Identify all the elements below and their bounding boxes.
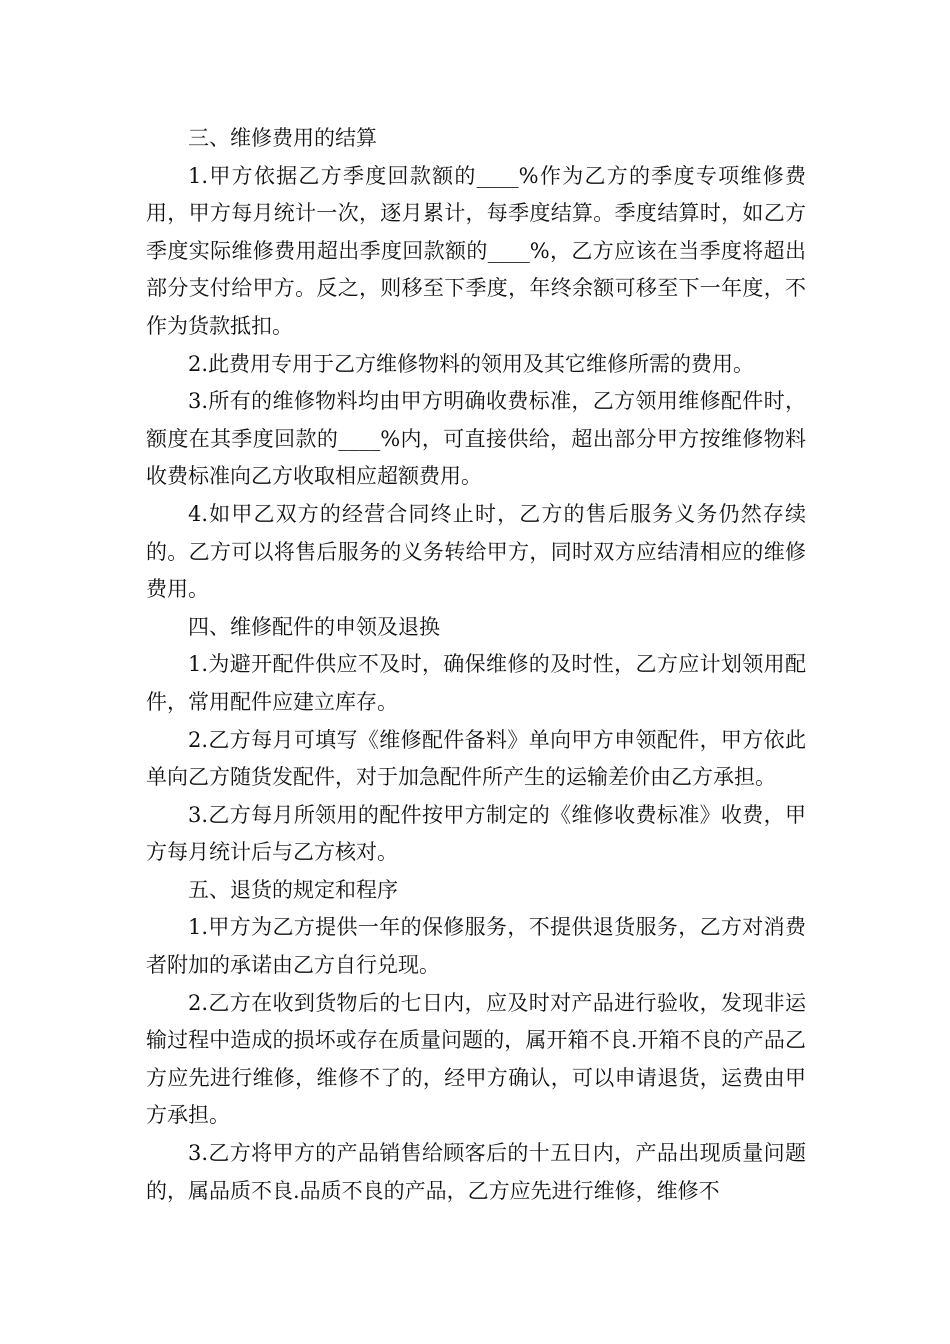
- paragraph: 1.为避开配件供应不及时，确保维修的及时性，乙方应计划领用配件，常用配件应建立库存。: [146, 652, 806, 714]
- section-heading-returns: 五、退货的规定和程序: [188, 877, 398, 902]
- section-heading-settlement: 三、维修费用的结算: [188, 126, 377, 150]
- paragraph: 3.乙方每月所领用的配件按甲方制定的《维修收费标准》收费，甲方每月统计后与乙方核对。: [146, 802, 806, 865]
- paragraph: 1.甲方依据乙方季度回款额的____%作为乙方的季度专项维修费用，甲方每月统计一次，逐月累计，每季度结算。季度结算时，如乙方季度实际维修费用超出季度回款额的____%，乙方应该在当季度将超出部分支付给甲方。反之，则移至下季度，年终余额可移至下一年度，不作为货款抵扣。: [146, 163, 806, 338]
- paragraph: 2.此费用专用于乙方维修物料的领用及其它维修所需的费用。: [188, 351, 755, 376]
- paragraph: 2.乙方每月可填写《维修配件备料》单向甲方申领配件，甲方依此单向乙方随货发配件，对于加急配件所产生的运输差价由乙方承担。: [146, 727, 806, 790]
- paragraph: 3.乙方将甲方的产品销售给顾客后的十五日内，产品出现质量问题的，属品质不良.品质不良的产品，乙方应先进行维修，维修不: [146, 1141, 806, 1203]
- paragraph: 2.乙方在收到货物后的七日内，应及时对产品进行验收，发现非运输过程中造成的损坏或存在质量问题的，属开箱不良.开箱不良的产品乙方应先进行维修，维修不了的，经甲方确认，可以申请退货，运费由甲方承担。: [146, 990, 806, 1128]
- section-heading-parts: 四、维修配件的申领及退换: [188, 614, 440, 639]
- document-body: [146, 120, 806, 1210]
- paragraph: 4.如甲乙双方的经营合同终止时，乙方的售后服务义务仍然存续的。乙方可以将售后服务的义务转给甲方，同时双方应结清相应的维修费用。: [146, 501, 806, 602]
- paragraph: 1.甲方为乙方提供一年的保修服务，不提供退货服务，乙方对消费者附加的承诺由乙方自行兑现。: [146, 915, 806, 978]
- paragraph: 3.所有的维修物料均由甲方明确收费标准，乙方领用维修配件时，额度在其季度回款的____%内，可直接供给，超出部分甲方按维修物料收费标准向乙方收取相应超额费用。: [146, 389, 806, 489]
